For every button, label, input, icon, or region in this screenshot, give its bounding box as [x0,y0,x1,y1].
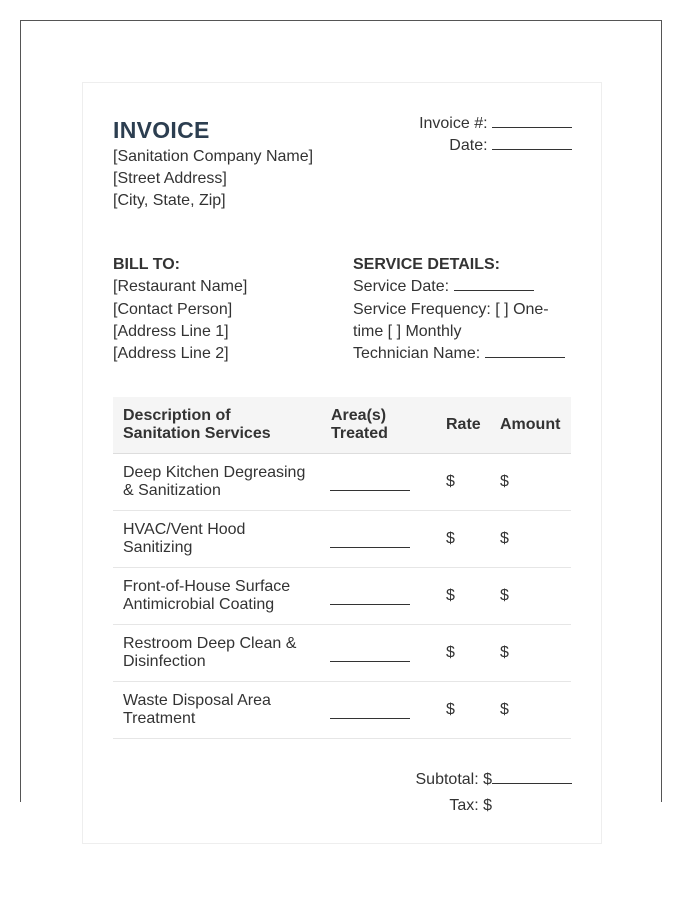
row-description [123,521,245,557]
row-rate: $ [446,701,455,718]
row-description [123,692,271,728]
invoice-number-field [419,113,572,135]
row-description-line-2: Disinfection [123,653,206,670]
row-description-line-2: Antimicrobial Coating [123,596,275,613]
service-frequency-line-2: time [ ] Monthly [353,323,462,340]
date-blank[interactable] [492,135,572,150]
service-date-blank[interactable] [454,276,534,291]
row-description-line-1: Restroom Deep Clean & [123,635,297,652]
tax-label: Tax: $ [449,797,492,814]
row-description [123,635,296,671]
row-description [123,578,290,614]
area-treated-blank[interactable] [330,718,410,719]
row-description-line-1: Front-of-House Surface [123,578,291,595]
service-details-heading: SERVICE DETAILS: [353,256,500,273]
table-row [113,625,571,682]
header-rate: Rate [446,416,481,433]
invoice-number-blank[interactable] [492,113,572,128]
technician-blank[interactable] [485,343,565,358]
area-treated-blank[interactable] [330,661,410,662]
header-description-line-2: Sanitation Services [123,425,271,442]
address-line-2: [Address Line 2] [113,345,229,362]
row-description-line-1: Deep Kitchen Degreasing [123,464,306,481]
subtotal-field [416,769,573,791]
restaurant-name: [Restaurant Name] [113,278,248,295]
address-line-1: [Address Line 1] [113,323,229,340]
row-description-line-1: Waste Disposal Area [123,692,271,709]
area-treated-blank[interactable] [330,547,410,548]
header-amount: Amount [500,416,561,433]
row-description-line-2: Sanitizing [123,539,193,556]
row-description-line-1: HVAC/Vent Hood [123,521,246,538]
bill-to-heading: BILL TO: [113,256,180,273]
tax-field [449,795,492,817]
row-amount: $ [500,644,509,661]
date-field [449,135,572,157]
company-name: [Sanitation Company Name] [113,148,314,165]
header-area-line-1: Area(s) [331,407,387,424]
invoice-sheet [82,82,602,844]
row-amount: $ [500,701,509,718]
row-description [123,464,305,500]
header-area [331,407,388,443]
row-amount: $ [500,473,509,490]
table-row [113,454,571,511]
row-rate: $ [446,587,455,604]
row-description-line-2: & Sanitization [123,482,221,499]
row-rate: $ [446,473,455,490]
street-address: [Street Address] [113,170,227,187]
area-treated-blank[interactable] [330,490,410,491]
city-state-zip: [City, State, Zip] [113,192,226,209]
invoice-number-label: Invoice #: [419,115,488,132]
date-label: Date: [449,137,488,154]
row-rate: $ [446,644,455,661]
service-date-label: Service Date: [353,278,450,295]
header-area-line-2: Treated [331,425,388,442]
services-table-header [113,397,571,454]
technician-label: Technician Name: [353,345,481,362]
contact-person: [Contact Person] [113,301,233,318]
technician-field [353,343,565,365]
header-description [123,407,271,443]
row-rate: $ [446,530,455,547]
table-row [113,682,571,739]
header-description-line-1: Description of [123,407,231,424]
service-date-field [353,276,534,298]
table-row [113,568,571,625]
service-frequency-line-1: Service Frequency: [ ] One- [353,301,549,318]
invoice-title: INVOICE [113,117,210,143]
row-description-line-2: Treatment [123,710,196,727]
row-amount: $ [500,530,509,547]
subtotal-label: Subtotal: $ [415,771,492,788]
subtotal-blank[interactable] [492,769,572,784]
document-frame [20,20,662,814]
table-row [113,511,571,568]
row-amount: $ [500,587,509,604]
area-treated-blank[interactable] [330,604,410,605]
